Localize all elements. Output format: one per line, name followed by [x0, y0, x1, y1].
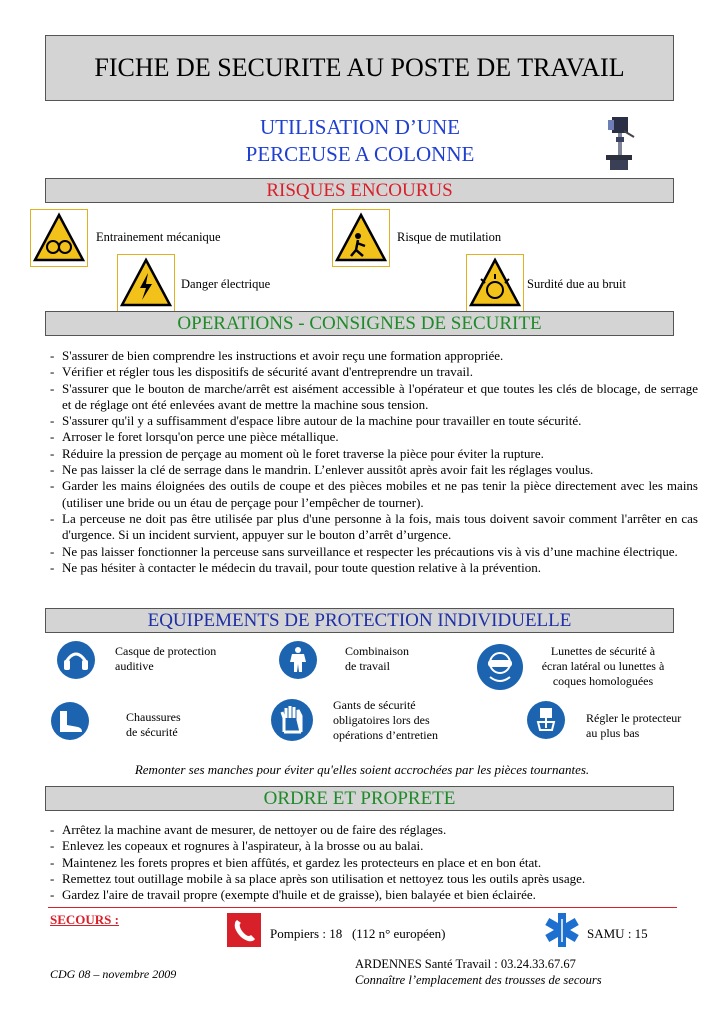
ppe-label-line: Régler le protecteur [586, 711, 682, 725]
order-list [48, 822, 698, 903]
list-item: - Réduire la pression de perçage au moment où le foret traverse la pièce pour éviter la rupture. [48, 446, 698, 462]
ppe-label-shoes [126, 710, 181, 740]
electric-danger-icon [117, 254, 175, 312]
ppe-label-line: de sécurité [126, 725, 178, 739]
list-item: - S'assurer qu'il y a suffisamment d'espace libre autour de la machine pour travailler en toute sécurité. [48, 413, 698, 429]
operations-list [48, 348, 698, 576]
ppe-label-line: Combinaison [345, 644, 410, 658]
work-overall-icon [278, 640, 318, 680]
footer-contact: ARDENNES Santé Travail : 03.24.33.67.67 [355, 957, 576, 971]
ppe-label-gloves [333, 698, 438, 743]
safety-gloves-icon [270, 698, 314, 742]
footer-date: CDG 08 – novembre 2009 [50, 967, 177, 981]
list-item: - Ne pas laisser fonctionner la perceuse sans surveillance et respecter les précautions vis à vis d’une machine électrique. [48, 544, 698, 560]
list-item: - Vérifier et régler tous les dispositifs de sécurité avant d'entreprendre un travail. [48, 364, 698, 380]
subtitle-line-1: UTILISATION D’UNE [259, 115, 461, 139]
emergency-label: SECOURS : [50, 912, 119, 927]
list-item: - Arrêtez la machine avant de mesurer, de nettoyer ou de faire des réglages. [48, 822, 698, 838]
subtitle-line-2: PERCEUSE A COLONNE [245, 142, 475, 166]
list-item: - Gardez l'aire de travail propre (exempte d'huile et de graisse), bien balayée et bien éclairée. [48, 887, 698, 903]
drill-press-icon [598, 115, 642, 173]
operations-heading: OPERATIONS - CONSIGNES DE SECURITE [45, 311, 674, 336]
ppe-label-glasses [528, 644, 678, 689]
ppe-note: Remonter ses manches pour éviter qu'elles soient accrochées par les pièces tournantes. [134, 762, 590, 777]
list-item: - Maintenez les forets propres et bien affûtés, et gardez les protecteurs en place et en bon état. [48, 855, 698, 871]
mutilation-warning-icon [332, 209, 390, 267]
noise-deafness-warning-icon [466, 254, 524, 312]
divider [48, 907, 677, 908]
ppe-label-line: de travail [345, 659, 390, 673]
list-item: - La perceuse ne doit pas être utilisée par plus d'une personne à la fois, mais tous doivent savoir comment l'arrêter en cas d'urgence. Si un incident survient, appuyer sur le bouton d’arrêt d’urgence. [48, 511, 698, 544]
ppe-label-line: coques homologuées [552, 674, 654, 688]
ppe-label-line: écran latéral ou lunettes à [541, 659, 665, 673]
ppe-label-ear [115, 644, 216, 674]
phone-icon [226, 912, 262, 948]
ppe-label-guard [586, 711, 681, 741]
risk-label-noise: Surdité due au bruit [527, 277, 626, 291]
list-item: - Ne pas laisser la clé de serrage dans le mandrin. L’enlever aussitôt après avoir fait les réglages voulus. [48, 462, 698, 478]
ppe-label-overall [345, 644, 409, 674]
risks-heading: RISQUES ENCOURUS [45, 178, 674, 203]
ppe-label-line: obligatoires lors des [333, 713, 430, 727]
footer-note: Connaître l’emplacement des trousses de secours [355, 973, 602, 987]
list-item: - Enlevez les copeaux et rognures à l'aspirateur, à la brosse ou au balai. [48, 838, 698, 854]
list-item: - S'assurer de bien comprendre les instructions et avoir reçu une formation appropriée. [48, 348, 698, 364]
ppe-heading: EQUIPEMENTS DE PROTECTION INDIVIDUELLE [45, 608, 674, 633]
safety-shoes-icon [50, 701, 90, 741]
ppe-label-line: opérations d’entretien [333, 728, 438, 742]
page-title: FICHE DE SECURITE AU POSTE DE TRAVAIL [45, 35, 674, 101]
ppe-label-line: auditive [115, 659, 154, 673]
safety-glasses-icon [476, 643, 524, 691]
list-item: - S'assurer que le bouton de marche/arrêt est aisément accessible à l'opérateur et que toutes les clés de blocage, de serrage et de réglage ont été enlevées avant de mettre la machine sous tension. [48, 381, 698, 414]
samu-number: SAMU : 15 [587, 926, 648, 941]
guard-adjust-icon [526, 700, 566, 740]
ppe-label-line: Casque de protection [115, 644, 217, 658]
ppe-label-line: Chaussures [126, 710, 181, 724]
ppe-label-line: Gants de sécurité [333, 698, 416, 712]
mechanical-entrainment-warning-icon [30, 209, 88, 267]
list-item: - Ne pas hésiter à contacter le médecin du travail, pour toute question relative à la prévention. [48, 560, 698, 576]
ppe-label-line: au plus bas [586, 726, 640, 740]
ppe-label-line: Lunettes de sécurité à [550, 644, 656, 658]
risk-label-mutilation: Risque de mutilation [397, 230, 502, 244]
list-item: - Garder les mains éloignées des outils de coupe et des pièces mobiles et ne pas tenir la pièce directement avec les mains (utiliser une bride ou un étau de perçage pour l’empêcher de tourner). [48, 478, 698, 511]
list-item: - Remettez tout outillage mobile à sa place après son utilisation et nettoyez tous les outils après usage. [48, 871, 698, 887]
list-item: - Arroser le foret lorsqu'on perce une pièce métallique. [48, 429, 698, 445]
pompiers-number: Pompiers : 18 (112 n° européen) [270, 926, 446, 941]
subtitle [190, 114, 530, 168]
order-heading: ORDRE ET PROPRETE [45, 786, 674, 811]
risk-label-electric: Danger électrique [181, 277, 271, 291]
risk-label-mechanical: Entrainement mécanique [96, 230, 221, 244]
ear-protection-icon [56, 640, 96, 680]
star-of-life-icon [542, 910, 582, 950]
